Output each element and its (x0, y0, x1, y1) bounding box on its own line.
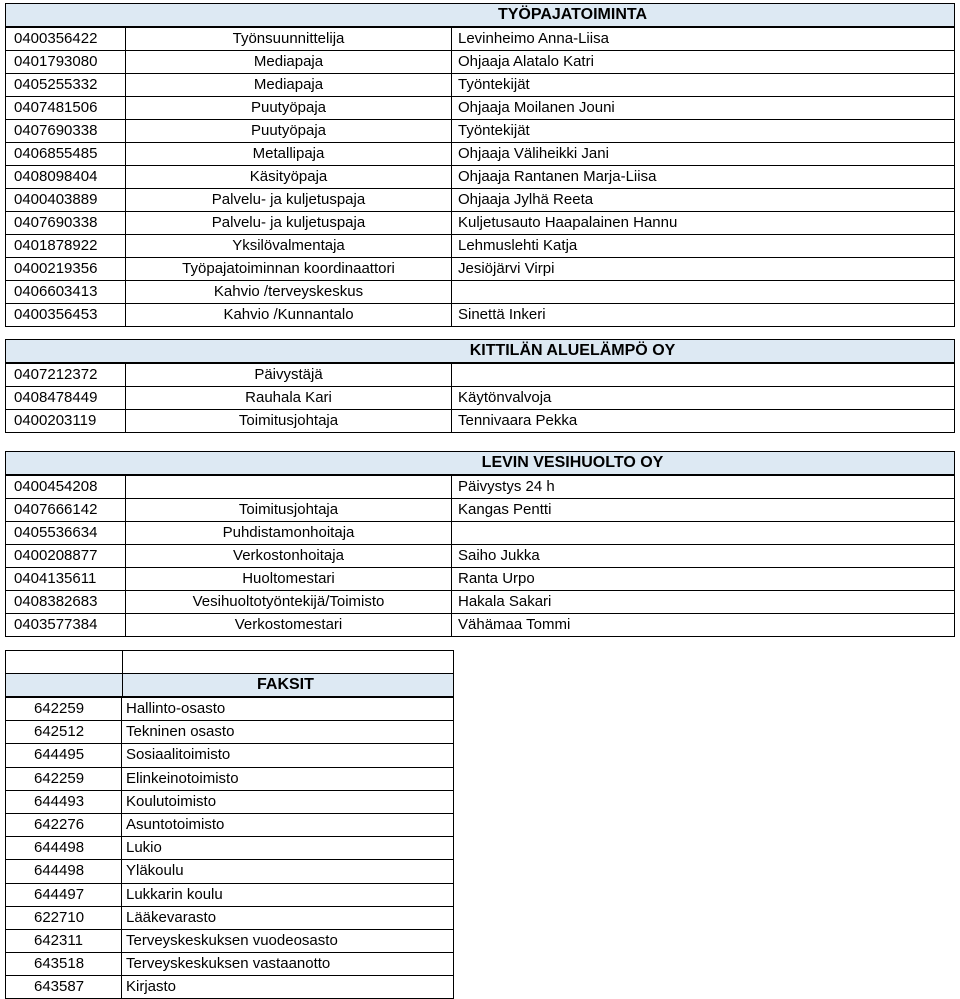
table-row (6, 410, 954, 432)
name-cell: Päivystys 24 h (458, 478, 555, 495)
fax-table (5, 650, 454, 999)
role-cell: Puutyöpaja (126, 97, 452, 119)
table-row (6, 258, 954, 281)
name-cell (452, 281, 954, 303)
role-cell: Rauhala Kari (126, 387, 452, 409)
fax-row (6, 907, 453, 930)
table-row (6, 304, 954, 326)
phone-number: 0400356422 (6, 28, 126, 50)
name-cell: Levinheimo Anna-Liisa (458, 30, 609, 47)
table-row (6, 28, 954, 51)
role-cell: Palvelu- ja kuljetuspaja (126, 189, 452, 211)
office-name: Asuntotoimisto (126, 815, 225, 833)
role-cell: Vesihuoltotyöntekijä/Toimisto (126, 591, 452, 613)
fax-number: 643587 (6, 976, 122, 998)
role-cell: Käsityöpaja (126, 166, 452, 188)
phone-number: 0400454208 (6, 476, 126, 498)
name-cell: Jesiöjärvi Virpi (458, 260, 555, 277)
name-cell: Kuljetusauto Haapalainen Hannu (458, 214, 678, 231)
phone-number: 0400356453 (6, 304, 126, 326)
office-name: Terveyskeskuksen vastaanotto (126, 955, 331, 973)
table-row (6, 189, 954, 212)
name-cell: Työntekijät (458, 76, 530, 93)
name-cell: Ohjaaja Alatalo Katri (458, 53, 594, 70)
name-cell (452, 364, 954, 386)
fax-empty-row (6, 651, 453, 674)
role-cell: Mediapaja (126, 51, 452, 73)
phone-number: 0405255332 (6, 74, 126, 96)
table-row (6, 545, 954, 568)
table-row (6, 476, 954, 499)
fax-row (6, 721, 453, 744)
fax-header (6, 674, 453, 698)
role-cell: Mediapaja (126, 74, 452, 96)
fax-number: 642276 (6, 814, 122, 836)
fax-number: 642512 (6, 721, 122, 743)
role-cell: Huoltomestari (126, 568, 452, 590)
section-title: TYÖPAJATOIMINTA (497, 6, 648, 23)
fax-row (6, 744, 453, 767)
name-cell: Työntekijät (458, 122, 530, 139)
contact-table (5, 339, 955, 433)
role-cell: Puutyöpaja (126, 120, 452, 142)
phone-number: 0408478449 (6, 387, 126, 409)
name-cell: Ohjaaja Rantanen Marja-Liisa (458, 168, 657, 185)
fax-number: 644495 (6, 744, 122, 766)
table-row (6, 522, 954, 545)
office-name: Tekninen osasto (126, 723, 235, 741)
phone-number: 0407481506 (6, 97, 126, 119)
fax-number: 622710 (6, 907, 122, 929)
fax-row (6, 791, 453, 814)
role-cell: Metallipaja (126, 143, 452, 165)
table-row (6, 499, 954, 522)
office-name: Hallinto-osasto (126, 700, 226, 717)
table-row (6, 74, 954, 97)
section-header (6, 340, 954, 364)
role-cell: Yksilövalmentaja (126, 235, 452, 257)
section-title: LEVIN VESIHUOLTO OY (481, 454, 664, 471)
name-cell: Tennivaara Pekka (458, 412, 578, 429)
role-cell (126, 476, 452, 498)
phone-number: 0401793080 (6, 51, 126, 73)
fax-number: 644493 (6, 791, 122, 813)
table-row (6, 120, 954, 143)
role-cell: Työpajatoiminnan koordinaattori (126, 258, 452, 280)
fax-number: 643518 (6, 953, 122, 975)
office-name: Lukkarin koulu (126, 885, 223, 903)
table-row (6, 166, 954, 189)
fax-number: 642259 (6, 698, 122, 720)
fax-row (6, 884, 453, 907)
section-header (6, 452, 954, 476)
role-cell: Toimitusjohtaja (126, 499, 452, 521)
table-row (6, 614, 954, 636)
role-cell: Toimitusjohtaja (126, 410, 452, 432)
phone-number: 0408382683 (6, 591, 126, 613)
table-row (6, 387, 954, 410)
phone-number: 0406855485 (6, 143, 126, 165)
fax-row (6, 860, 453, 883)
name-cell: Käytönvalvoja (458, 389, 552, 406)
office-name: Sosiaalitoimisto (126, 746, 231, 764)
name-cell: Hakala Sakari (458, 593, 552, 610)
table-row (6, 212, 954, 235)
table-row (6, 51, 954, 74)
fax-row (6, 930, 453, 953)
role-cell: Kahvio /Kunnantalo (126, 304, 452, 326)
office-name: Elinkeinotoimisto (126, 769, 239, 787)
office-name: Yläkoulu (126, 862, 184, 880)
name-cell: Kangas Pentti (458, 501, 552, 518)
phone-number: 0407666142 (6, 499, 126, 521)
phone-number: 0400403889 (6, 189, 126, 211)
office-name: Koulutoimisto (126, 792, 217, 810)
role-cell: Verkostomestari (126, 614, 452, 636)
role-cell: Kahvio /terveyskeskus (126, 281, 452, 303)
role-cell: Päivystäjä (126, 364, 452, 386)
phone-number: 0400208877 (6, 545, 126, 567)
phone-number: 0400219356 (6, 258, 126, 280)
fax-number: 642259 (6, 768, 122, 790)
office-name: Lääkevarasto (126, 908, 217, 926)
name-cell: Saiho Jukka (458, 547, 540, 564)
phone-number: 0406603413 (6, 281, 126, 303)
table-row (6, 281, 954, 304)
name-cell: Ohjaaja Väliheikki Jani (458, 145, 609, 162)
contact-table (5, 451, 955, 637)
name-cell: Ohjaaja Moilanen Jouni (458, 99, 615, 116)
section-title: KITTILÄN ALUELÄMPÖ OY (469, 342, 676, 359)
fax-row (6, 976, 453, 998)
name-cell (452, 522, 954, 544)
phone-number: 0405536634 (6, 522, 126, 544)
role-cell: Palvelu- ja kuljetuspaja (126, 212, 452, 234)
name-cell: Ohjaaja Jylhä Reeta (458, 191, 594, 208)
table-row (6, 364, 954, 387)
fax-row (6, 953, 453, 976)
table-row (6, 235, 954, 258)
fax-number: 644498 (6, 860, 122, 882)
fax-row (6, 698, 453, 721)
phone-number: 0403577384 (6, 614, 126, 636)
table-row (6, 143, 954, 166)
table-row (6, 591, 954, 614)
name-cell: Vähämaa Tommi (458, 616, 571, 633)
phone-number: 0400203119 (6, 410, 126, 432)
fax-row (6, 768, 453, 791)
name-cell: Ranta Urpo (458, 570, 535, 587)
fax-number: 644497 (6, 884, 122, 906)
role-cell: Verkostonhoitaja (126, 545, 452, 567)
office-name: Terveyskeskuksen vuodeosasto (126, 931, 338, 949)
phone-number: 0401878922 (6, 235, 126, 257)
role-cell: Työnsuunnittelija (126, 28, 452, 50)
phone-number: 0407212372 (6, 364, 126, 386)
table-row (6, 97, 954, 120)
fax-row (6, 837, 453, 860)
phone-number: 0404135611 (6, 568, 126, 590)
fax-number: 644498 (6, 837, 122, 859)
section-header (6, 4, 954, 28)
contact-table (5, 3, 955, 327)
fax-row (6, 814, 453, 837)
role-cell: Puhdistamonhoitaja (126, 522, 452, 544)
phone-number: 0408098404 (6, 166, 126, 188)
fax-title: FAKSIT (257, 676, 314, 693)
name-cell: Lehmuslehti Katja (458, 237, 578, 254)
name-cell: Sinettä Inkeri (458, 306, 546, 323)
office-name: Lukio (126, 839, 162, 857)
table-row (6, 568, 954, 591)
fax-number: 642311 (6, 930, 122, 952)
phone-number: 0407690338 (6, 120, 126, 142)
phone-number: 0407690338 (6, 212, 126, 234)
office-name: Kirjasto (126, 978, 177, 996)
